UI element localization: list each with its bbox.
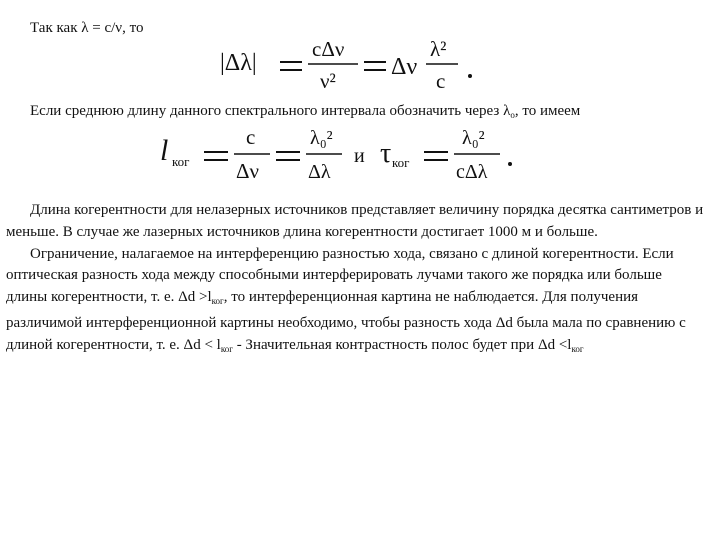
formula1-den1: ν² (320, 69, 336, 93)
formula2-lhs-sub: ког (172, 154, 190, 169)
formula2-period (508, 162, 512, 166)
paragraph-2-text-a: Ограничение, налагаемое на интерференцию разностью хода, связано с длиной когерентности. Если оптическая разность хода между способными интерферировать лучами такого же порядка или больше длины когерентности, т. е. Δd >l (6, 245, 674, 306)
intro-text: Так как λ = c/ν, то (30, 20, 144, 36)
intro-text-2-end: , то имеем (514, 103, 581, 119)
formula-coherence (158, 120, 518, 188)
formula1-lhs: |Δλ| (220, 50, 257, 76)
lambda-sub: o (510, 110, 515, 120)
paragraph-2-text-c: - Значительная контрастность полос будет при Δd <l (232, 336, 572, 353)
formula1-num1: cΔν (312, 37, 345, 61)
formula-delta-lambda (218, 32, 488, 94)
formula2-conj: и (354, 145, 365, 167)
paragraph-2 (6, 244, 706, 361)
formula1-period (468, 74, 472, 78)
paragraph-2-sub-1: ког (211, 296, 224, 307)
formula2-den1: Δν (236, 159, 259, 183)
formula2-lhs: l (160, 134, 169, 167)
formula2-den3: cΔλ (456, 161, 488, 183)
formula2-num3: λ₀² (462, 127, 485, 149)
paragraph-2-sub-2: ког (220, 343, 233, 354)
formula1-mid: Δν (391, 54, 418, 80)
formula2-tau: τ (380, 138, 392, 169)
intro-line (30, 20, 143, 37)
paragraph-1-text: Длина когерентности для нелазерных источников представляет величину порядка десятка сантиметров и меньше. В случае же лазерных источников длина когерентности достигает 1000 м и больше. (6, 202, 704, 240)
intro-line-2 (30, 103, 580, 120)
formula2-den2: Δλ (308, 161, 331, 183)
formula2-tau-sub: ког (392, 155, 410, 170)
intro-text-2: Если среднюю длину данного спектрального интервала обозначить через λ (30, 103, 511, 119)
formula1-num2: λ² (430, 37, 447, 61)
paragraph-1 (6, 200, 706, 244)
paragraph-2-sub-3: ког (571, 343, 584, 354)
formula2-num2: λ₀² (310, 127, 333, 149)
body-text (6, 200, 706, 361)
formula1-den2: c (436, 69, 446, 93)
formula2-num1: c (246, 125, 256, 149)
paragraph-2-text-b: , то интерференционная картина не наблюдается. Для получения различимой интерференционной картины необходимо, чтобы разность хода Δd была мала по сравнению с длиной когерентности, т. е. Δd < l (6, 289, 686, 353)
